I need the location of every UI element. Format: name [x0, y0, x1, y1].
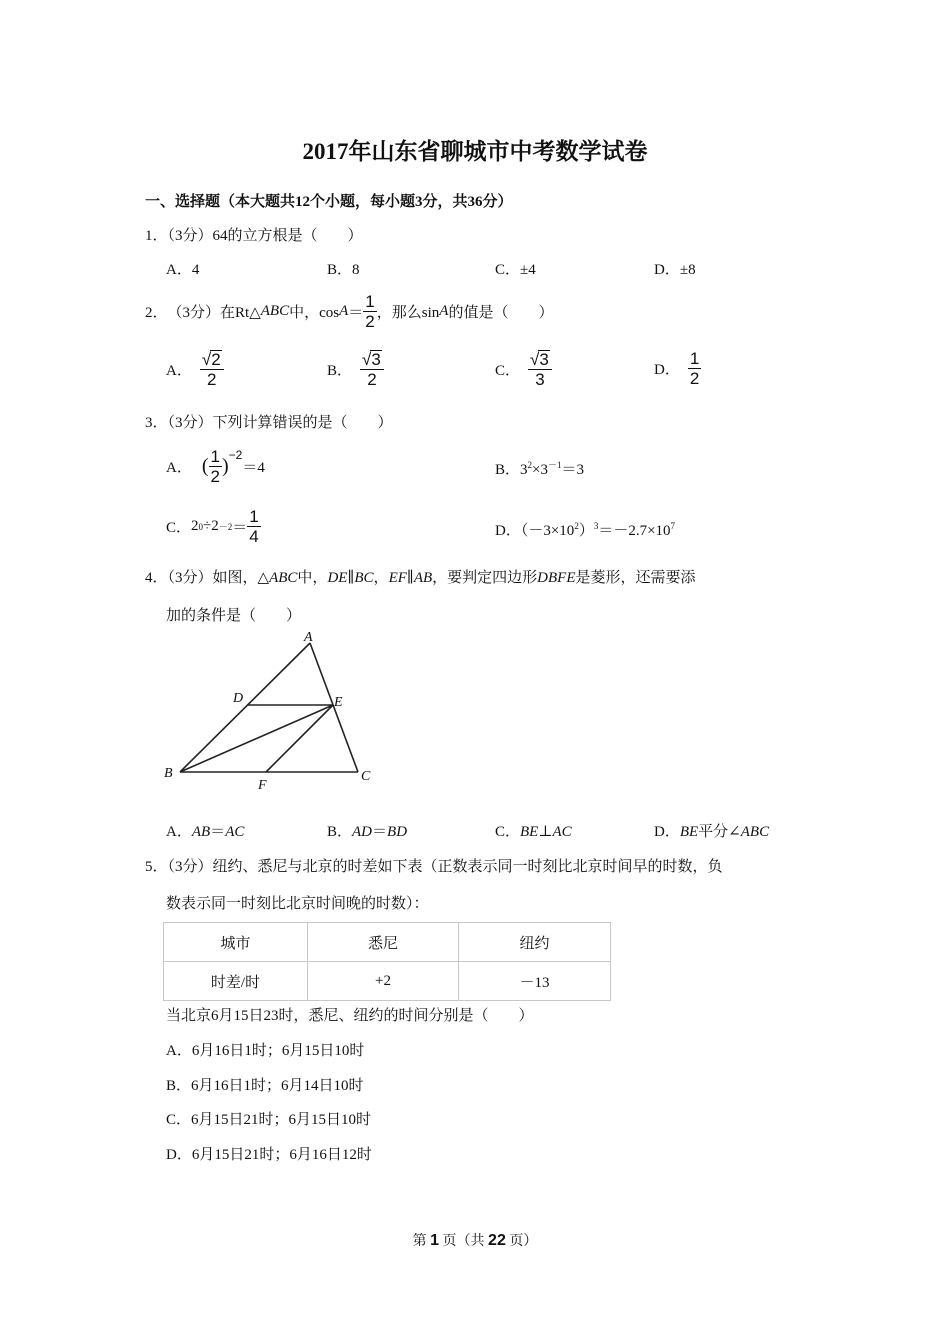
table-cell: －13	[459, 962, 611, 1001]
question-4: 4．（3分）如图，△ABC中，DE∥BC，EF∥AB，要判定四边形DBFE是菱形，还需要添	[145, 570, 696, 586]
q2-option-c: C． √ 3 3	[495, 350, 552, 388]
q5-option-a: A．6月16日1时；6月15日10时	[166, 1043, 365, 1059]
question-stem: 64的立方根是（ ）	[212, 228, 363, 244]
q2-option-b: B． √ 3 2	[327, 350, 384, 388]
table-header: 悉尼	[308, 923, 459, 962]
page-total: 22	[488, 1232, 506, 1249]
triangle-figure	[160, 628, 380, 796]
q4-option-b: B．AD＝BD	[327, 824, 408, 840]
table-cell: +2	[308, 962, 459, 1001]
q3-option-b: B．$3^2\times 3^{-1}=3$	[495, 460, 585, 478]
q3-option-d: D．$(-3\times 10^2)^3=-2.7\times 10^7$	[495, 521, 676, 539]
label-e: E	[334, 695, 343, 710]
label-f: F	[258, 778, 267, 793]
label-b: B	[164, 766, 173, 781]
page-number: 1	[430, 1232, 440, 1249]
question-5: 5．（3分）纽约、悉尼与北京的时差如下表（正数表示同一时刻比北京时间早的时数，负	[145, 859, 723, 875]
q1-option-c: C．±4	[495, 262, 536, 278]
q1-option-d: D．±8	[654, 262, 696, 278]
q5-option-b: B．6月16日1时；6月14日10时	[166, 1078, 364, 1094]
question-4-line2: 加的条件是（ ）	[166, 608, 302, 624]
question-3: 3．（3分）下列计算错误的是（ ）	[145, 415, 393, 431]
table-cell: 时差/时	[164, 962, 308, 1001]
fraction: $\frac{1}{2}$	[365, 292, 375, 331]
question-score: （3分）	[167, 228, 213, 244]
table-header-row	[164, 923, 611, 962]
table-row	[164, 962, 611, 1001]
q3-option-c: C． 2 0 ÷2 －2 ＝ $\frac{1}{4}$	[166, 507, 259, 546]
page-footer: 第 1 页（共 22 页）	[412, 1232, 538, 1249]
q2-option-a: A． √ 2 2	[166, 350, 224, 388]
q4-option-c: C．BE⊥AC	[495, 824, 572, 840]
page-title: 2017年山东省聊城市中考数学试卷	[302, 139, 648, 164]
question-2: 2． （3分） 在Rt△ ABC 中，cos A ＝ $\frac{1}{2}$ ，那么sin A 的值是（ ）	[145, 292, 554, 331]
label-d: D	[233, 691, 244, 706]
segment-ef	[266, 705, 333, 772]
question-5-line2: 数表示同一时刻比北京时间晚的时数）：	[166, 896, 429, 912]
section-heading: 一、选择题（本大题共12个小题，每小题3分，共36分）	[145, 194, 513, 210]
q3-option-a: A． ( $\frac{1}{2}$ ) −2 ＝4	[166, 447, 265, 486]
table-header: 纽约	[459, 923, 611, 962]
question-number: 1．	[145, 228, 168, 244]
q1-option-b: B．8	[327, 262, 360, 278]
q4-option-a: A．AB＝AC	[166, 824, 245, 840]
q5-option-c: C．6月15日21时；6月15日10时	[166, 1112, 372, 1128]
time-difference-table	[163, 922, 611, 1001]
q2-option-d: D． $\frac{1}{2}$	[654, 349, 700, 388]
question-5-ask: 当北京6月15日23时，悉尼、纽约的时间分别是（ ）	[166, 1008, 534, 1024]
segment-ab	[180, 643, 310, 772]
label-a: A	[304, 630, 313, 645]
q1-option-a: A．4	[166, 262, 200, 278]
q4-option-d: D．BE平分∠ABC	[654, 824, 770, 840]
question-1	[145, 224, 363, 245]
q5-option-d: D．6月15日21时；6月16日12时	[166, 1147, 372, 1163]
table-header: 城市	[164, 923, 308, 962]
segment-be	[180, 705, 333, 772]
label-c: C	[361, 769, 371, 784]
